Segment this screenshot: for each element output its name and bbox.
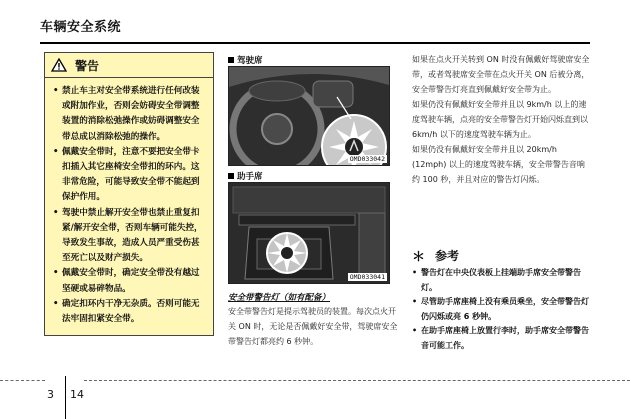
body-text: 安全带警告灯是提示驾驶员的装置。每次点火开关 ON 时，无论是否佩戴好安全带，驾驶席安全带警告灯都亮约 6 秒钟。 bbox=[228, 307, 398, 346]
page-title: 车辆安全系统 bbox=[40, 20, 122, 35]
square-bullet-icon bbox=[228, 57, 234, 63]
warning-item: • 佩戴安全带时，确定安全带没有越过坚硬或易碎物品。 bbox=[53, 266, 207, 296]
reference-title: 参考 bbox=[435, 249, 460, 263]
footer-dash-left bbox=[0, 380, 45, 381]
warning-box bbox=[44, 52, 214, 336]
warning-item: • 佩戴安全带时，注意不要把安全带卡扣插入其它座椅安全带扣的环内。这非常危险，可能导致安全带不能起到保护作用。 bbox=[53, 145, 207, 206]
body-paragraph: 如果在点火开关转到 ON 时没有佩戴好驾驶席安全带，或者驾驶席安全带在点火开关 ON 后被分离，安全带警告灯亮直到佩戴好安全带为止。 bbox=[412, 55, 590, 94]
passenger-seatbelt-warning-photo bbox=[228, 182, 390, 284]
figure-code: OMD033042 bbox=[349, 155, 385, 163]
title-underline bbox=[40, 42, 590, 44]
footer-dash-right bbox=[84, 380, 630, 381]
footer-divider bbox=[65, 376, 66, 419]
reference-header bbox=[412, 246, 459, 265]
warning-item: • 禁止车主对安全带系统进行任何改装或附加作业，否则会妨碍安全带调整装置的消除松弛操作或妨碍调整安全带总成以消除松弛的操作。 bbox=[53, 84, 207, 145]
warning-header bbox=[45, 53, 213, 78]
reference-item: • 尽管助手席座椅上没有乘员乘坐，安全带警告灯仍闪烁或亮 6 秒钟。 bbox=[412, 295, 590, 324]
figure-code: OMD033041 bbox=[349, 273, 385, 281]
warning-item: • 确定扣环内干净无杂质。否则可能无法牢固扣紧安全带。 bbox=[53, 297, 207, 327]
figure-caption-passenger: 助手席 bbox=[228, 170, 263, 182]
reference-list bbox=[412, 266, 590, 353]
driver-seatbelt-warning-photo bbox=[228, 66, 390, 166]
star-icon: ＊ bbox=[412, 250, 426, 265]
page-number: 14 bbox=[70, 388, 84, 401]
dashboard-illustration bbox=[229, 67, 389, 165]
reference-item: • 警告灯在中央仪表板上挂端助手席安全带警告灯。 bbox=[412, 266, 590, 295]
body-paragraph: 如果仍没有佩戴好安全带并且以 20km/h (12mph) 以上的速度驾驶车辆，安全带警告音响约 100 秒，并且对应的警告灯闪烁。 bbox=[412, 145, 585, 184]
figure-caption-driver: 驾驶席 bbox=[228, 54, 263, 66]
warning-triangle-icon bbox=[51, 58, 67, 72]
warning-item: • 驾驶中禁止解开安全带也禁止重复扣紧/解开安全带，否则车辆可能失控，导致发生事故，造成人员严重受伤甚至死亡以及财产损失。 bbox=[53, 206, 207, 267]
right-body bbox=[412, 52, 590, 187]
body-paragraph: 如果仍没有佩戴好安全带并且以 9km/h 以上的速度驾驶车辆，点亮的安全带警告灯开始闪烁直到以 6km/h 以下的速度驾驶车辆为止。 bbox=[412, 100, 588, 139]
section-subtitle: 安全带警告灯（如有配备） bbox=[228, 293, 331, 303]
square-bullet-icon bbox=[228, 173, 234, 179]
chapter-number: 3 bbox=[47, 388, 54, 401]
center-console-illustration bbox=[229, 183, 389, 283]
reference-item: • 在助手席座椅上放置行李时，助手席安全带警告音可能工作。 bbox=[412, 324, 590, 353]
warning-title: 警告 bbox=[75, 58, 100, 73]
warning-list bbox=[45, 78, 213, 327]
